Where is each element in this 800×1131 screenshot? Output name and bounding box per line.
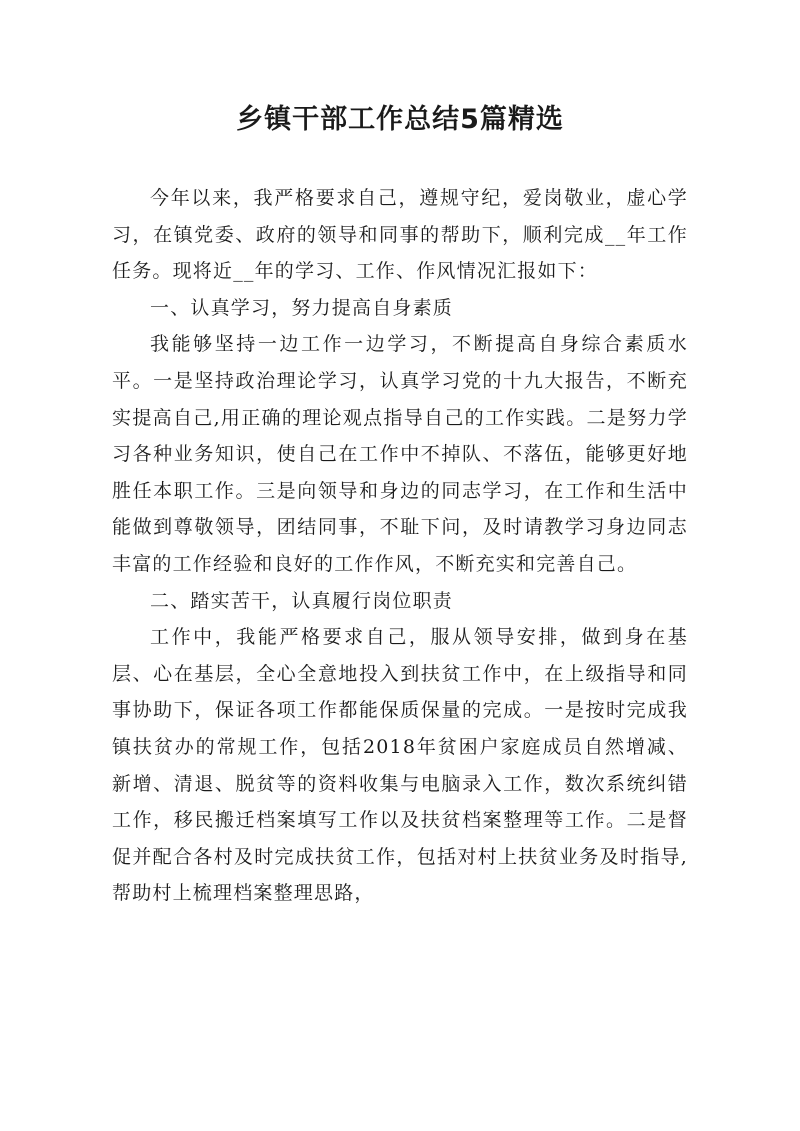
document-title: 乡镇干部工作总结5篇精选 [236,104,564,135]
paragraph-work: 工作中，我能严格要求自己，服从领导安排，做到身在基层、心在基层，全心全意地投入到扶贫工作中，在上级指导和同事协助下，保证各项工作都能保质保量的完成。一是按时完成我镇扶贫办的常规工作，包括2018年贫困户家庭成员自然增减、新增、清退、脱贫等的资料收集与电脑录入工作，数次系统纠错工作，移民搬迁档案填写工作以及扶贫档案整理等工作。二是督促并配合各村及时完成扶贫工作，包括对村上扶贫业务及时指导,帮助村上梳理档案整理思路， [112,626,688,905]
paragraph-study: 我能够坚持一边工作一边学习，不断提高自身综合素质水平。一是坚持政治理论学习，认真学习党的十九大报告，不断充实提高自己,用正确的理论观点指导自己的工作实践。二是努力学习各种业务知识，使自己在工作中不掉队、不落伍，能够更好地胜任本职工作。三是向领导和身边的同志学习，在工作和生活中能做到尊敬领导，团结同事，不耻下问，及时请教学习身边同志丰富的工作经验和良好的工作作风，不断充实和完善自己。 [112,333,688,575]
section-heading-2: 二、踏实苦干，认真履行岗位职责 [150,589,454,612]
paragraph-intro: 今年以来，我严格要求自己，遵规守纪，爱岗敬业，虚心学习，在镇党委、政府的领导和同事的帮助下，顺利完成__年工作任务。现将近__年的学习、工作、作风情况汇报如下： [112,187,688,283]
section-heading-1: 一、认真学习，努力提高自身素质 [150,296,454,319]
document-body [112,180,688,912]
